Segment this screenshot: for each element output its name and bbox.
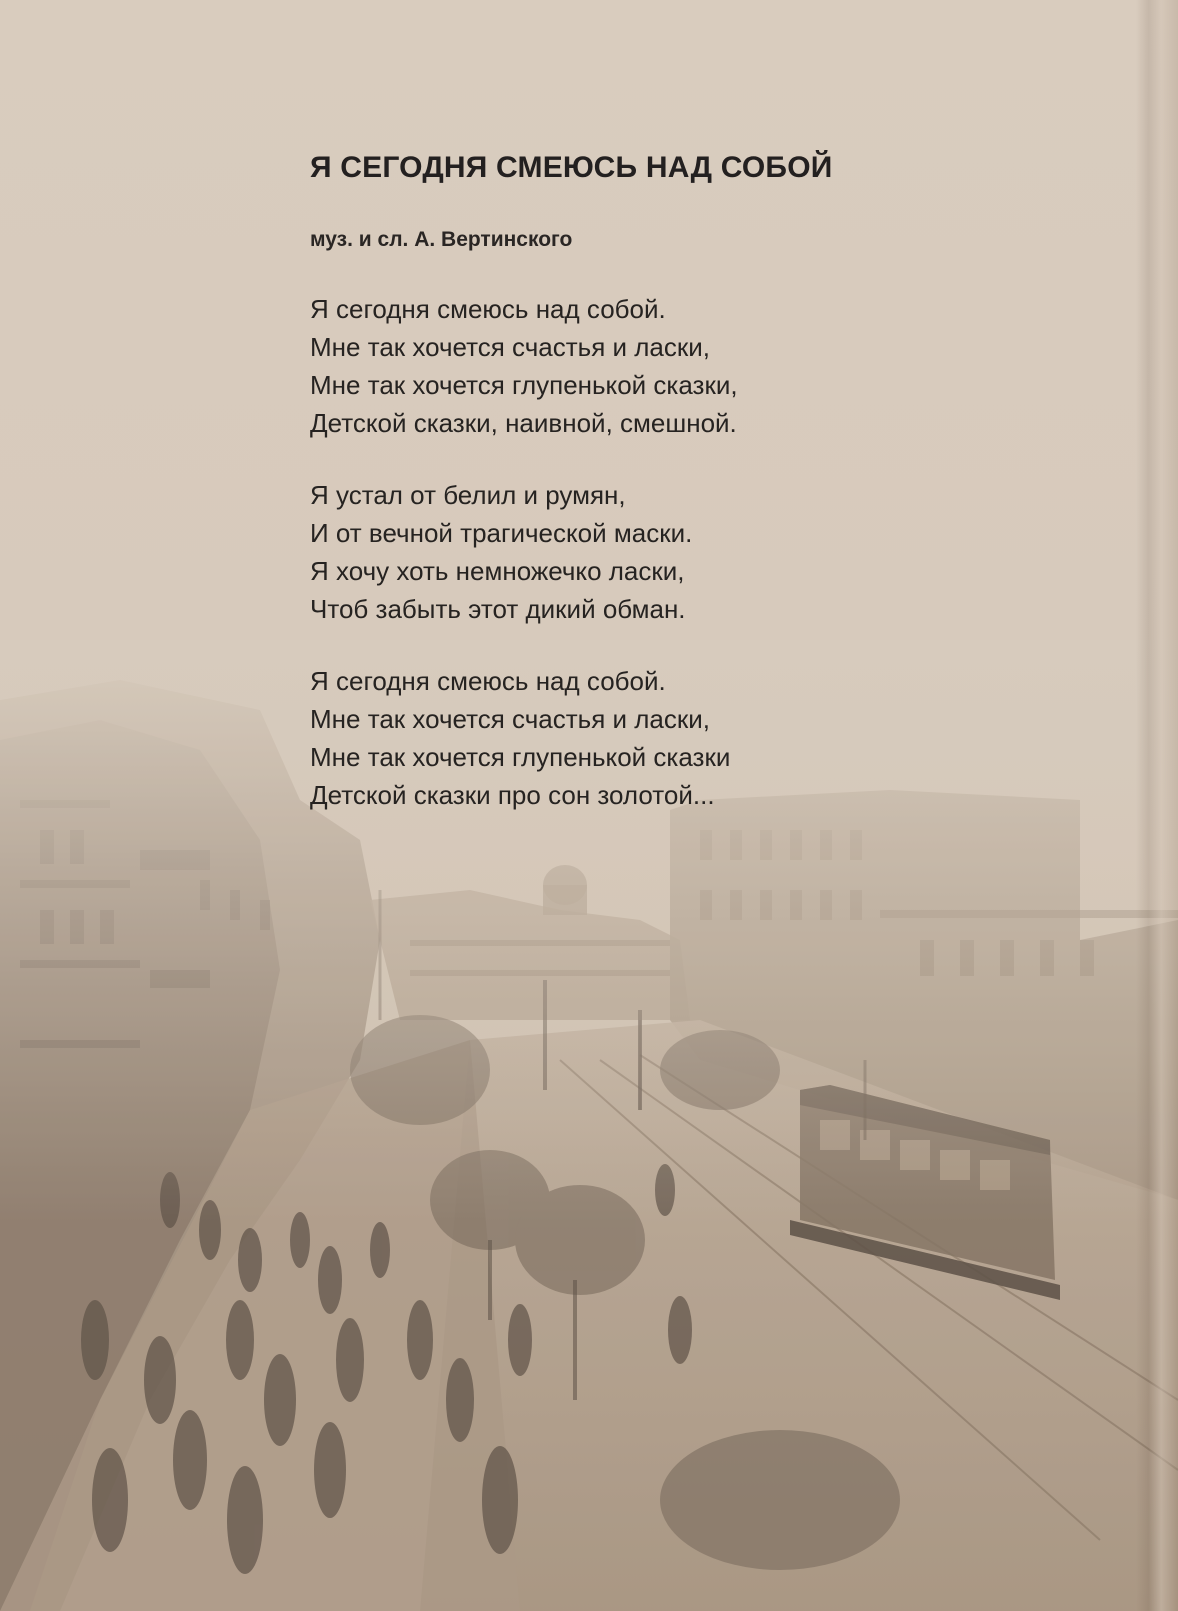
verse-line: Мне так хочется глупенькой сказки, bbox=[310, 370, 738, 400]
verse-line: Я хочу хоть немножечко ласки, bbox=[310, 556, 685, 586]
verse-line: Я устал от белил и румян, bbox=[310, 480, 626, 510]
book-spine-edge bbox=[1136, 0, 1178, 1611]
song-credits: муз. и сл. А. Вертинского bbox=[310, 228, 573, 251]
song-title: Я СЕГОДНЯ СМЕЮСЬ НАД СОБОЙ bbox=[310, 151, 833, 184]
stanza-2 bbox=[310, 476, 692, 628]
verse-line: Мне так хочется счастья и ласки, bbox=[310, 704, 711, 734]
verse-line: Я сегодня смеюсь над собой. bbox=[310, 666, 666, 696]
stanza-1 bbox=[310, 290, 738, 442]
verse-line: Детской сказки про сон золотой... bbox=[310, 780, 715, 810]
verse-line: Мне так хочется счастья и ласки, bbox=[310, 332, 711, 362]
verse-line: Мне так хочется глупенькой сказки bbox=[310, 742, 731, 772]
song-text bbox=[310, 150, 1010, 810]
stanza-3 bbox=[310, 662, 730, 814]
verse-line: Чтоб забыть этот дикий обман. bbox=[310, 594, 686, 624]
verse-line: Я сегодня смеюсь над собой. bbox=[310, 294, 666, 324]
verse-line: И от вечной трагической маски. bbox=[310, 518, 693, 548]
verse-line: Детской сказки, наивной, смешной. bbox=[310, 408, 737, 438]
